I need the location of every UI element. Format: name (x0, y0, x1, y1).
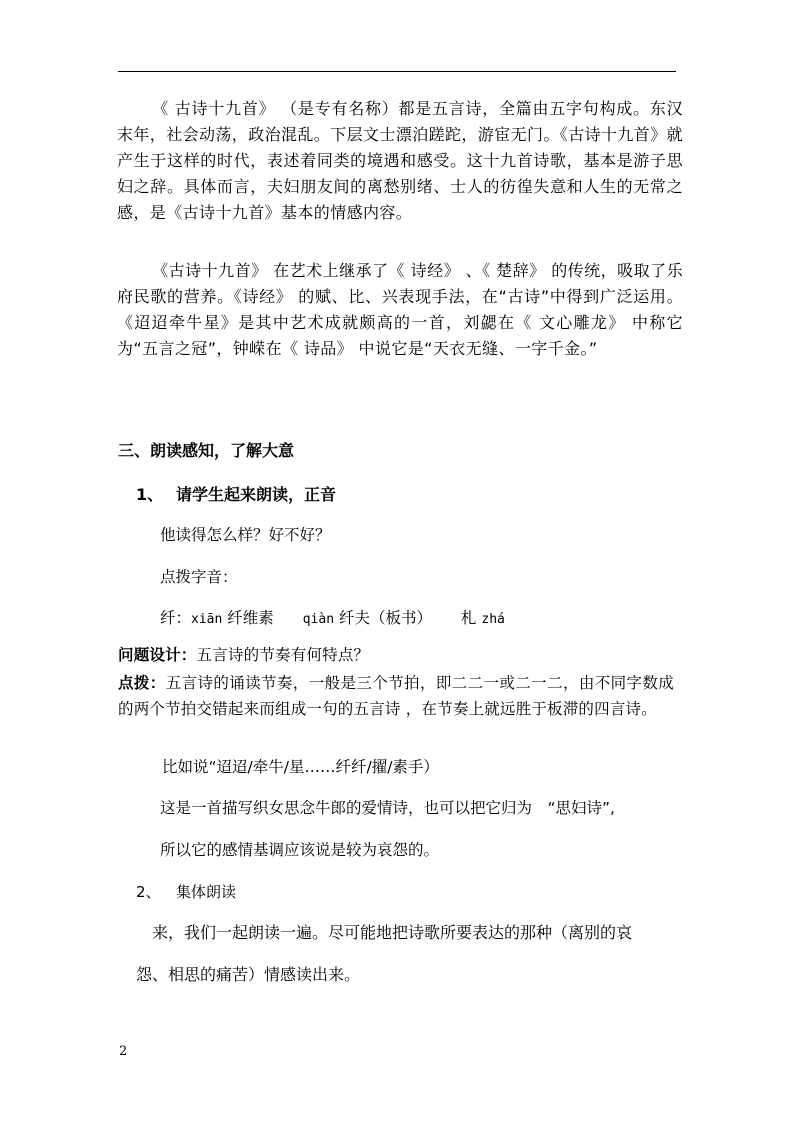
list-item-1-text: 请学生起来朗读，正音 (176, 485, 337, 504)
pinyin-qian: qiàn (302, 612, 335, 627)
pronunciation-char-2: 札 (460, 609, 477, 627)
section-heading: 三、朗读感知，了解大意 (118, 441, 295, 460)
pronunciation-word-1: 纤维素 (227, 609, 274, 627)
dianbo-paragraph (118, 670, 674, 722)
list-item-2-number: 2、 (136, 883, 161, 901)
design-question-text: 五言诗的节奏有何特点？ (196, 646, 370, 664)
group-reading-line-2: 怨、相思的痛苦）情感读出来。 (136, 965, 361, 984)
list-item-2-text: 集体朗读 (176, 883, 237, 901)
pronunciation-hint: 点拨字音： (160, 568, 238, 586)
group-reading-line-1: 来，我们一起朗读一遍。尽可能地把诗歌所要表达的那种（离别的哀 (152, 923, 633, 942)
pinyin-xian: xiān (191, 612, 223, 627)
list-item-1-number: 1、 (136, 485, 164, 504)
design-question (118, 642, 674, 668)
dianbo-label: 点拨： (118, 674, 166, 692)
design-question-label: 问题设计： (118, 646, 197, 664)
teacher-prompt: 他读得怎么样？好不好？ (160, 526, 331, 544)
pinyin-zha: zhá (481, 612, 505, 627)
list-item-1 (136, 484, 336, 506)
page-number: 2 (119, 1044, 128, 1059)
explanation-line-1: 这是一首描写织女思念牛郎的爱情诗，也可以把它归为 “思妇诗”, (160, 799, 615, 817)
explanation-line-2: 所以它的感情基调应该说是较为哀怨的。 (160, 841, 440, 859)
intro-paragraph-1: 《 古诗十九首》 （是专有名称）都是五言诗，全篇由五字句构成。东汉末年，社会动荡，政治混乱。下层文士漂泊蹉跎，游宦无门。《古诗十九首》就产生于这样的时代，表述着同类的境遇和感受。这十九首诗歌，基本是游子思妇之辞。具体而言，夫妇朋友间的离愁别绪、士人的彷徨失意和人生的无常之感，是《古诗十九首》基本的情感内容。 (117, 99, 684, 222)
pronunciation-line (160, 607, 505, 631)
rhythm-example: 比如说“迢迢/牵牛/星……纤纤/擢/素手） (162, 758, 439, 776)
list-item-2 (136, 881, 236, 903)
intro-paragraph-2: 《古诗十九首》 在艺术上继承了《 诗经》 、《 楚辞》 的传统，吸取了乐府民歌的营养。《诗经》 的赋、比、兴表现手法，在“古诗”中得到广泛运用。《迢迢牵牛星》是其中艺术成就颇高的一首，刘勰在《 文心雕龙》 中称它为“五言之冠”，钟嵘在《 诗品》 中说它是“天衣无缝、一字千金。” (117, 261, 683, 358)
pronunciation-char: 纤： (160, 609, 192, 627)
header-rule (118, 71, 676, 72)
pronunciation-word-2: 纤夫（板书） (338, 609, 432, 627)
dianbo-text: 五言诗的诵读节奏，一般是三个节拍，即二二一或二一二，由不同字数成的两个节拍交错起来而组成一句的五言诗 ，在节奏上就远胜于板滞的四言诗。 (118, 674, 675, 718)
